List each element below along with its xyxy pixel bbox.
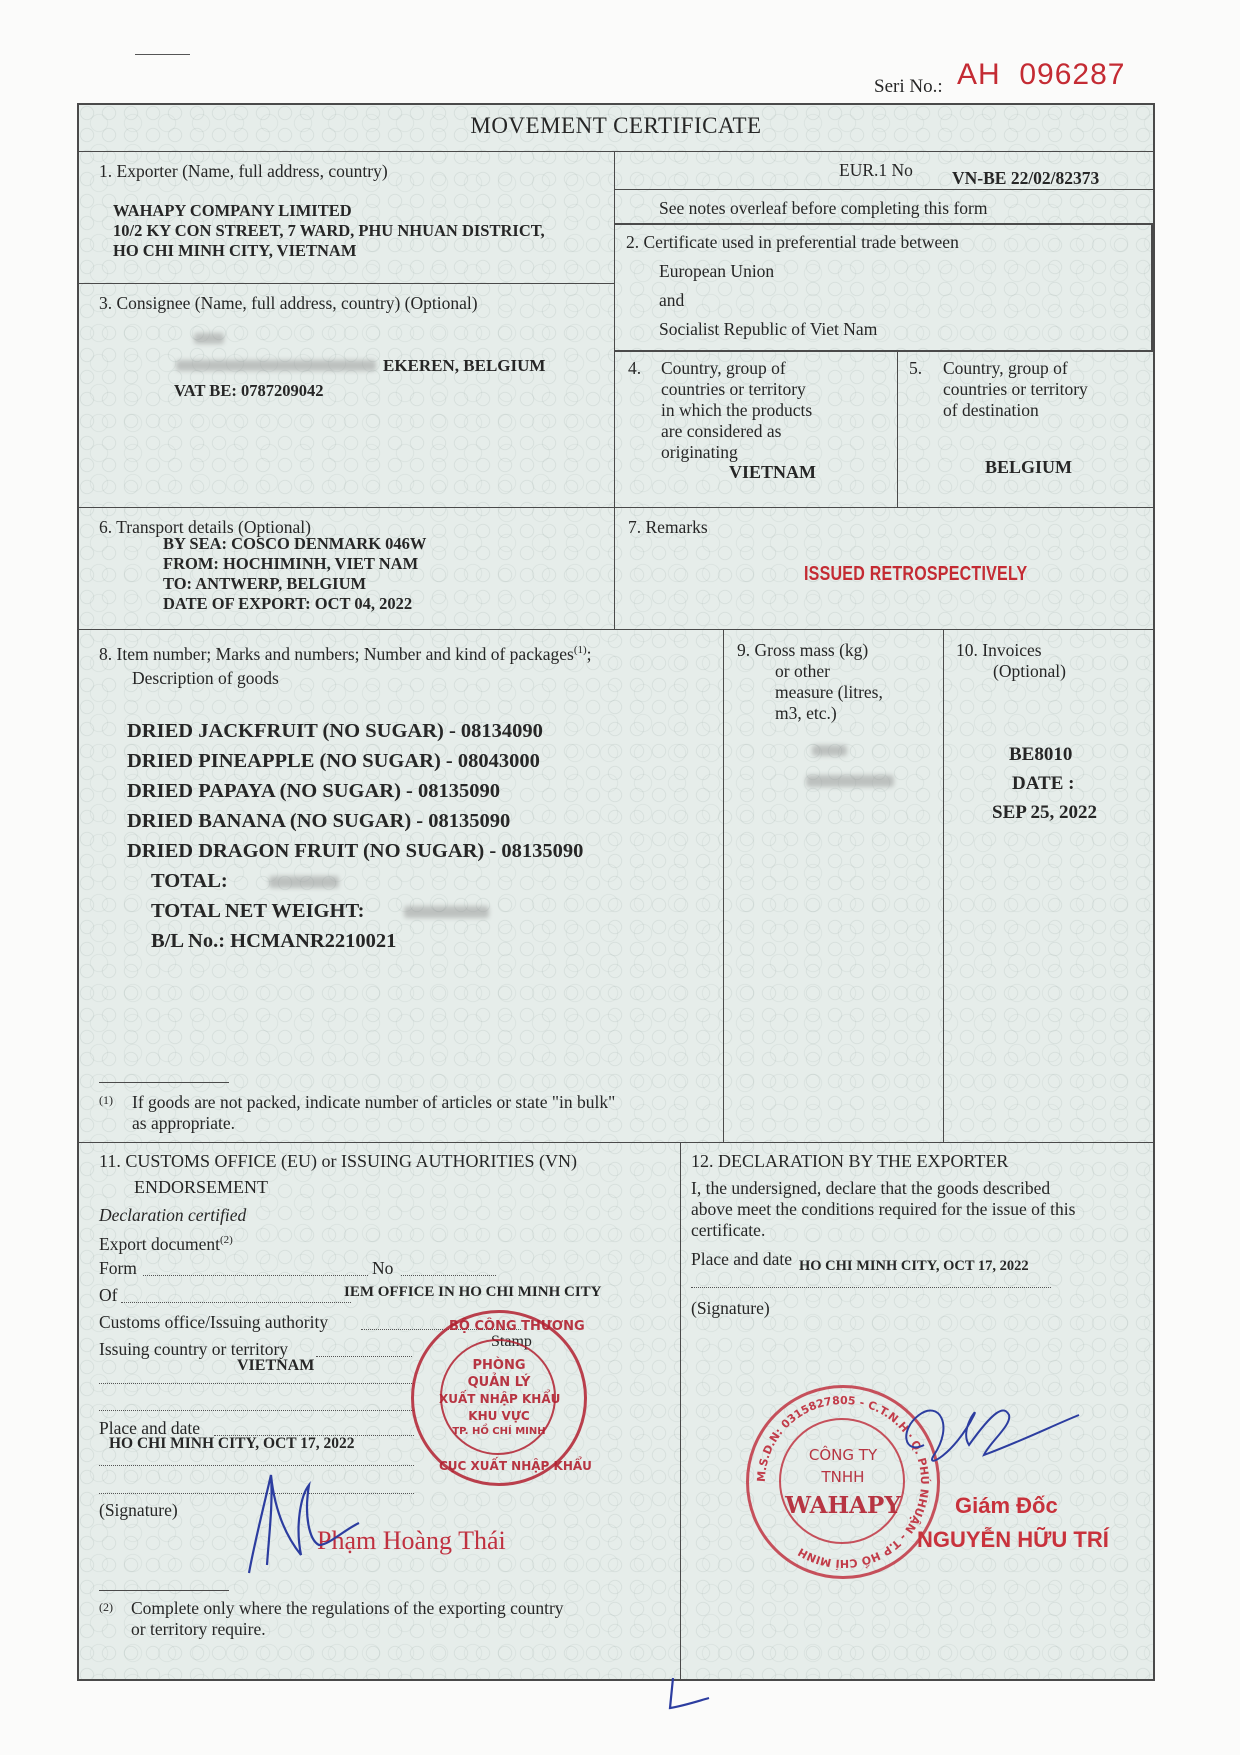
seri-number: AH 096287 bbox=[957, 58, 1126, 91]
box8-subheading: Description of goods bbox=[132, 668, 279, 688]
box3-heading: 3. Consignee (Name, full address, country) (Optional) bbox=[99, 293, 478, 313]
box11-signature-label: (Signature) bbox=[99, 1500, 178, 1520]
notes-text: See notes overleaf before completing this form bbox=[659, 198, 988, 218]
box12-place-value: HO CHI MINH CITY, OCT 17, 2022 bbox=[799, 1258, 1029, 1274]
invoice-date-label: DATE : bbox=[1012, 773, 1075, 794]
seri-label: Seri No.: bbox=[874, 76, 943, 97]
box12-line3: certificate. bbox=[691, 1220, 766, 1240]
box11-heading: 11. CUSTOMS OFFICE (EU) or ISSUING AUTHORITIES (VN) bbox=[99, 1151, 578, 1171]
of-value: IEM OFFICE IN HO CHI MINH CITY bbox=[344, 1284, 602, 1300]
exporter-signer-name: NGUYỄN HỮU TRÍ bbox=[917, 1527, 1109, 1552]
page-title: MOVEMENT CERTIFICATE bbox=[470, 113, 762, 138]
box9-line3: measure (litres, bbox=[775, 682, 883, 702]
customs-signer-name: Phạm Hoàng Thái bbox=[317, 1526, 506, 1555]
exporter-name: WAHAPY COMPANY LIMITED bbox=[113, 201, 352, 220]
box8-footnote-mark: (1) bbox=[99, 1093, 113, 1107]
box12-line1: I, the undersigned, declare that the goods described bbox=[691, 1178, 1051, 1198]
box4-line1: Country, group of bbox=[661, 358, 786, 378]
exporter-stamp: M.S.D.N: 0315827805 - C.T.N.H · Q. PHÚ NHUẬN - T.P HỒ CHÍ MINH CÔNG TY TNHH WAHAPY bbox=[746, 1385, 940, 1579]
goods-total: TOTAL: bbox=[151, 870, 228, 892]
box2-line3: Socialist Republic of Viet Nam bbox=[659, 319, 878, 339]
place-date-label: Place and date bbox=[99, 1418, 201, 1438]
box12-place-label: Place and date bbox=[691, 1249, 793, 1269]
transport-line2: FROM: HOCHIMINH, VIET NAM bbox=[163, 554, 419, 573]
box2-heading: 2. Certificate used in preferential trade between bbox=[626, 232, 959, 252]
declaration-certified: Declaration certified bbox=[99, 1205, 247, 1225]
box5-number: 5. bbox=[909, 358, 923, 378]
goods-net-weight: TOTAL NET WEIGHT: bbox=[151, 900, 365, 922]
box12-heading: 12. DECLARATION BY THE EXPORTER bbox=[691, 1151, 1009, 1171]
box5-line2: countries or territory bbox=[943, 379, 1088, 399]
pen-scribble bbox=[665, 1668, 725, 1733]
exporter-signer-title: Giám Đốc bbox=[955, 1493, 1058, 1518]
remarks-stamp: ISSUED RETROSPECTIVELY bbox=[804, 563, 1028, 585]
eur1-number: VN-BE 22/02/82373 bbox=[952, 168, 1100, 188]
box2-line1: European Union bbox=[659, 261, 775, 281]
consignee-city: EKEREN, BELGIUM bbox=[383, 356, 546, 375]
certificate-form bbox=[77, 103, 1155, 1681]
redacted-gross-mass-1 bbox=[812, 745, 847, 756]
box12-line2: above meet the conditions required for the issue of this bbox=[691, 1199, 1076, 1219]
goods-item-1: DRIED JACKFRUIT (NO SUGAR) - 08134090 bbox=[127, 720, 543, 742]
of-label: Of bbox=[99, 1285, 118, 1305]
box5-line1: Country, group of bbox=[943, 358, 1068, 378]
invoice-date: SEP 25, 2022 bbox=[992, 802, 1098, 823]
box2-line2: and bbox=[659, 290, 685, 310]
customs-office-label: Customs office/Issuing authority bbox=[99, 1312, 329, 1332]
destination-country: BELGIUM bbox=[985, 457, 1073, 477]
box4-line4: are considered as bbox=[661, 421, 782, 441]
box11-footnote-2: or territory require. bbox=[131, 1619, 266, 1639]
exporter-address-1: 10/2 KY CON STREET, 7 WARD, PHU NHUAN DISTRICT, bbox=[113, 221, 545, 240]
eur1-label: EUR.1 No bbox=[839, 160, 913, 180]
box12-signature-label: (Signature) bbox=[691, 1298, 770, 1318]
box8-footnote-1: If goods are not packed, indicate number of articles or state "in bulk" bbox=[132, 1092, 616, 1112]
bill-of-lading: B/L No.: HCMANR2210021 bbox=[151, 930, 397, 952]
box10-line2: (Optional) bbox=[993, 661, 1066, 681]
export-document: Export document$^{(2)}$ bbox=[99, 1233, 233, 1254]
form-label: Form bbox=[99, 1258, 137, 1278]
box9-line4: m3, etc.) bbox=[775, 703, 837, 723]
consignee-vat: VAT BE: 0787209042 bbox=[174, 381, 324, 400]
box7-heading: 7. Remarks bbox=[628, 517, 708, 537]
svg-text:M.S.D.N: 0315827805 - C.T.N.H: M.S.D.N: 0315827805 - C.T.N.H · Q. PHÚ NHUẬN - T.P HỒ CHÍ MINH bbox=[754, 1393, 932, 1571]
box8-heading: 8. Item number; Marks and numbers; Number and kind of packages$^{(1)}$; bbox=[99, 643, 592, 664]
redacted-consignee-address bbox=[176, 360, 376, 371]
pen-mark bbox=[135, 54, 190, 55]
exporter-address-2: HO CHI MINH CITY, VIETNAM bbox=[113, 241, 357, 260]
box1-heading: 1. Exporter (Name, full address, country) bbox=[99, 161, 388, 181]
place-date-value: HO CHI MINH CITY, OCT 17, 2022 bbox=[109, 1435, 355, 1452]
box4-line3: in which the products bbox=[661, 400, 813, 420]
redacted-net-weight bbox=[404, 906, 489, 918]
origin-country: VIETNAM bbox=[729, 462, 817, 482]
box6-heading: 6. Transport details (Optional) bbox=[99, 517, 311, 537]
goods-item-5: DRIED DRAGON FRUIT (NO SUGAR) - 08135090 bbox=[127, 840, 584, 862]
box10-line1: 10. Invoices bbox=[956, 640, 1042, 660]
exporter-signature bbox=[884, 1385, 1094, 1495]
box11-footnote-mark: (2) bbox=[99, 1600, 113, 1614]
redacted-consignee-name bbox=[194, 333, 224, 344]
customs-signature bbox=[209, 1445, 399, 1585]
box9-line1: 9. Gross mass (kg) bbox=[737, 640, 869, 660]
issuing-country-value: VIETNAM bbox=[237, 1357, 315, 1374]
box5-line3: of destination bbox=[943, 400, 1039, 420]
goods-item-4: DRIED BANANA (NO SUGAR) - 08135090 bbox=[127, 810, 511, 832]
stamp-label: Stamp bbox=[491, 1333, 532, 1350]
transport-line1: BY SEA: COSCO DENMARK 046W bbox=[163, 534, 427, 553]
goods-item-2: DRIED PINEAPPLE (NO SUGAR) - 08043000 bbox=[127, 750, 540, 772]
transport-line4: DATE OF EXPORT: OCT 04, 2022 bbox=[163, 594, 413, 613]
box8-footnote-2: as appropriate. bbox=[132, 1113, 236, 1133]
box9-line2: or other bbox=[775, 661, 830, 681]
redacted-total bbox=[269, 876, 339, 888]
goods-item-3: DRIED PAPAYA (NO SUGAR) - 08135090 bbox=[127, 780, 501, 802]
box11-footnote-1: Complete only where the regulations of the exporting country bbox=[131, 1598, 564, 1618]
no-label: No bbox=[372, 1258, 394, 1278]
issuing-country-label: Issuing country or territory bbox=[99, 1339, 289, 1359]
invoice-number: BE8010 bbox=[1009, 744, 1073, 765]
transport-line3: TO: ANTWERP, BELGIUM bbox=[163, 574, 367, 593]
customs-stamp: BỘ CÔNG THƯƠNG PHÒNG QUẢN LÝ XUẤT NHẬP KHẨU KHU VỰC TP. HỒ CHÍ MINH CỤC XUẤT NHẬP KHẨU bbox=[411, 1310, 587, 1486]
redacted-gross-mass-2 bbox=[806, 775, 894, 787]
box4-line2: countries or territory bbox=[661, 379, 806, 399]
box4-line5: originating bbox=[661, 442, 738, 462]
box4-number: 4. bbox=[628, 358, 642, 378]
box11-heading2: ENDORSEMENT bbox=[134, 1177, 268, 1197]
